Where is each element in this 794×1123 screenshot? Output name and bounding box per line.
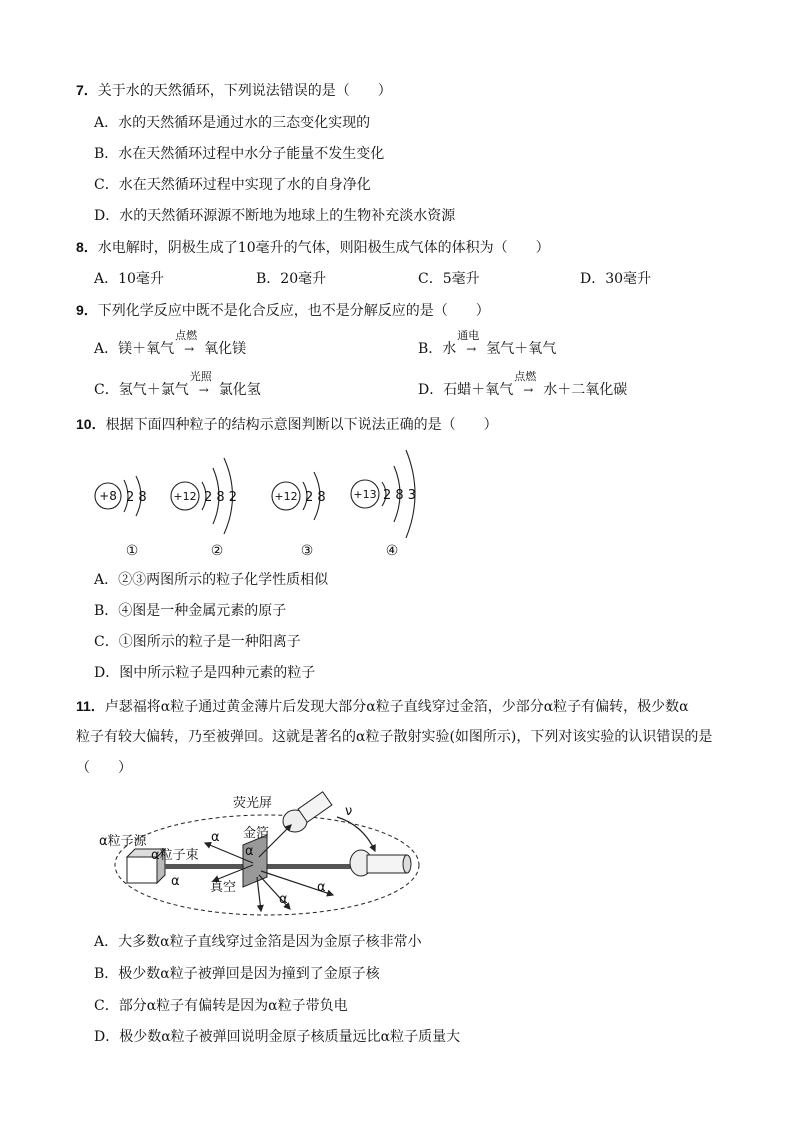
reaction-arrow: 通电 → [457, 329, 480, 356]
question-11-stem-line-2: 粒子有较大偏转，乃至被弹回。这就是著名的α粒子散射实验(如图所示)，下列对该实验的认识错误的是 [76, 729, 713, 745]
question-number: 11． [76, 698, 105, 714]
question-11-stem-line-3: （ ） [76, 760, 132, 776]
label-alpha: α [211, 830, 220, 845]
q7-option-b: B．水在天然循环过程中水分子能量不发生变化 [94, 146, 385, 162]
q7-option-a: A．水的天然循环是通过水的三态变化实现的 [94, 115, 371, 131]
q7-option-c: C．水在天然循环过程中实现了水的自身净化 [94, 177, 371, 193]
reaction-arrow: 光照 → [189, 370, 212, 397]
nucleus-charge: +12 [274, 490, 298, 503]
label-alpha: α [317, 880, 326, 895]
electron-count: 2 8 2 [204, 490, 238, 505]
label-alpha-source: α粒子源 [99, 834, 147, 849]
label-alpha: α [245, 844, 254, 859]
question-9-stem: 9．下列化学反应中既不是化合反应，也不是分解反应的是（ ） [76, 302, 490, 319]
detector-right [350, 850, 411, 876]
q11-option-d: D．极少数α粒子被弹回说明金原子核质量远比α粒子质量大 [94, 1029, 461, 1045]
q10-option-c: C．①图所示的粒子是一种阳离子 [94, 634, 301, 650]
q11-option-c: C．部分α粒子有偏转是因为α粒子带负电 [94, 998, 348, 1014]
electron-count: 2 8 3 [383, 488, 417, 503]
alpha-scattering-diagram [95, 785, 425, 920]
nucleus-charge: +12 [173, 490, 197, 503]
question-number: 8． [76, 239, 98, 255]
label-alpha: α [171, 874, 180, 889]
diagram-label: ① [125, 543, 139, 559]
question-number: 10． [76, 416, 106, 432]
q10-option-d: D．图中所示粒子是四种元素的粒子 [94, 665, 316, 681]
question-10-stem: 10．根据下面四种粒子的结构示意图判断以下说法正确的是（ ） [76, 416, 498, 433]
q7-option-d: D．水的天然循环源源不断地为地球上的生物补充淡水资源 [94, 208, 456, 224]
electron-count: 2 8 [126, 490, 147, 505]
question-number: 7． [76, 82, 98, 98]
q9-option-b: B．水 通电 → 氢气＋氧气 [418, 329, 557, 357]
question-7-stem: 7．关于水的天然循环，下列说法错误的是（ ） [76, 82, 392, 99]
question-11-stem-line-1: 11．卢瑟福将α粒子通过黄金薄片后发现大部分α粒子直线穿过金箔，少部分α粒子有偏转，极少数α [76, 698, 689, 715]
q9-option-a: A．镁＋氧气 点燃 → 氧化镁 [94, 329, 247, 357]
electron-count: 2 8 [305, 490, 326, 505]
question-number: 9． [76, 302, 98, 318]
reaction-arrow: 点燃 → [175, 329, 198, 356]
diagram-label: ② [210, 543, 224, 559]
nucleus-charge: +13 [353, 488, 377, 501]
q8-option-c: C．5毫升 [418, 271, 480, 287]
q8-option-d: D．30毫升 [580, 271, 652, 287]
label-alpha-beam: α粒子束 [151, 848, 199, 863]
atomic-structure-diagrams [80, 440, 460, 565]
q8-option-b: B．20毫升 [256, 271, 327, 287]
q10-option-a: A．②③两图所示的粒子化学性质相似 [94, 572, 329, 588]
q11-option-a: A．大多数α粒子直线穿过金箔是因为金原子核非常小 [94, 934, 422, 950]
reaction-arrow: 点燃 → [514, 370, 537, 397]
nucleus-charge: +8 [99, 489, 117, 503]
q11-option-b: B．极少数α粒子被弹回是因为撞到了金原子核 [94, 966, 380, 982]
diagram-label: ④ [385, 543, 399, 559]
label-vacuum: 真空 [210, 880, 237, 895]
q10-option-b: B．④图是一种金属元素的原子 [94, 603, 287, 619]
q8-option-a: A．10毫升 [94, 271, 164, 287]
question-8-stem: 8．水电解时，阴极生成了10毫升的气体，则阳极生成气体的体积为（ ） [76, 239, 550, 256]
label-nu: ν [345, 804, 353, 819]
q9-option-c: C．氢气＋氯气 光照 → 氯化氢 [94, 370, 261, 398]
q9-option-d: D．石蜡＋氧气 点燃 → 水＋二氧化碳 [418, 370, 628, 398]
diagram-label: ③ [300, 543, 314, 559]
label-alpha: α [279, 892, 288, 907]
label-fluorescent-screen: 荧光屏 [233, 796, 273, 811]
label-gold-foil: 金箔 [243, 826, 270, 841]
